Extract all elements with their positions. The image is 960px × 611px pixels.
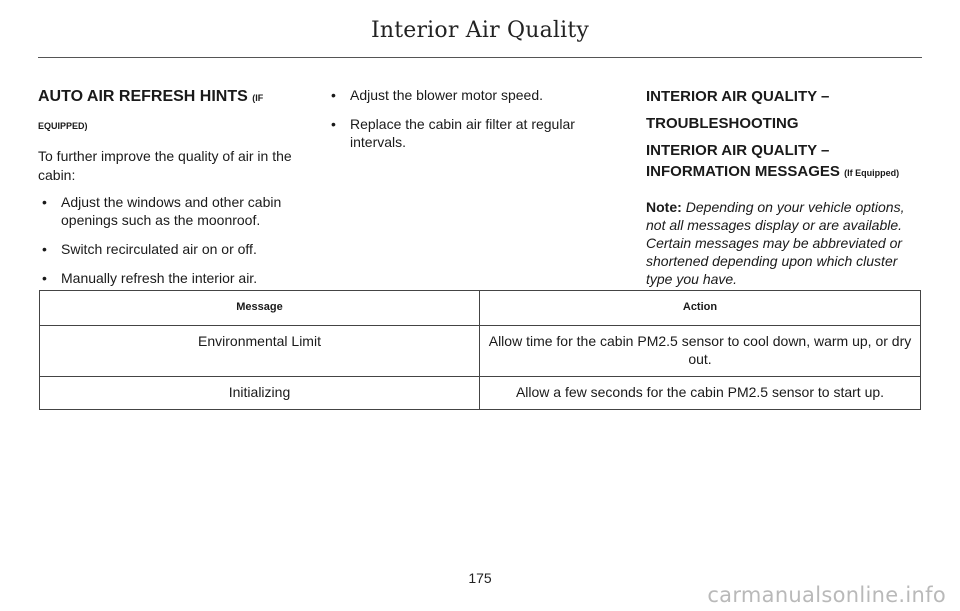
table-row — [40, 326, 921, 377]
note-label: Note: — [646, 199, 682, 215]
message-cell: Initializing — [40, 377, 480, 410]
troubleshooting-section — [646, 86, 926, 288]
list-item — [327, 115, 607, 151]
auto-air-refresh-section — [38, 86, 310, 298]
list-item — [38, 240, 310, 258]
bullet-icon: • — [331, 87, 336, 103]
hints-continued-section — [327, 86, 607, 162]
list-item — [38, 193, 310, 229]
information-messages-heading-text: INFORMATION MESSAGES — [646, 163, 840, 180]
column-header-action: Action — [480, 291, 921, 326]
column-header-message: Message — [40, 291, 480, 326]
page-title: Interior Air Quality — [370, 18, 590, 43]
if-equipped-tag: (If Equipped) — [844, 168, 900, 178]
bullet-icon: • — [42, 194, 47, 210]
heading-text: AUTO AIR REFRESH HINTS — [38, 88, 248, 105]
list-item-text: Adjust the blower motor speed. — [350, 87, 543, 103]
list-item-text: Adjust the windows and other cabin openings such as the moonroof. — [61, 194, 282, 228]
note-paragraph — [646, 198, 926, 288]
page-number: 175 — [468, 570, 492, 586]
page-header — [0, 18, 960, 43]
action-cell: Allow time for the cabin PM2.5 sensor to cool down, warm up, or dry out. — [480, 326, 921, 377]
heading-tag-continued: EQUIPPED) — [38, 121, 88, 131]
bullet-icon: • — [42, 241, 47, 257]
list-item — [327, 86, 607, 104]
troubleshooting-heading-line1: INTERIOR AIR QUALITY – — [646, 88, 830, 105]
list-item-text: Manually refresh the interior air. — [61, 270, 258, 286]
intro-paragraph: To further improve the quality of air in the cabin: — [38, 148, 292, 183]
heading-tag: (IF — [252, 93, 264, 103]
bullet-icon: • — [42, 270, 47, 286]
watermark-logo: carmanualsonline.info — [707, 583, 946, 607]
header-divider — [38, 57, 922, 58]
hints-list — [38, 193, 310, 287]
table-row — [40, 377, 921, 410]
information-messages-table — [39, 290, 921, 410]
list-item-text: Switch recirculated air on or off. — [61, 241, 257, 257]
information-messages-heading-line2 — [646, 161, 926, 184]
list-item-text: Replace the cabin air filter at regular intervals. — [350, 116, 575, 150]
note-text: Depending on your vehicle options, not all messages display or are available. Certain messages may be abbreviated or shortened depending upon which cluster type you have. — [646, 199, 905, 287]
action-cell: Allow a few seconds for the cabin PM2.5 sensor to start up. — [480, 377, 921, 410]
bullet-icon: • — [331, 116, 336, 132]
message-cell: Environmental Limit — [40, 326, 480, 377]
list-item — [38, 269, 310, 287]
hints-list-continued — [327, 86, 607, 151]
table-header-row — [40, 291, 921, 326]
auto-air-refresh-heading — [38, 86, 310, 109]
troubleshooting-heading-line2: TROUBLESHOOTING — [646, 115, 799, 132]
information-messages-heading-line1: INTERIOR AIR QUALITY – — [646, 142, 830, 159]
